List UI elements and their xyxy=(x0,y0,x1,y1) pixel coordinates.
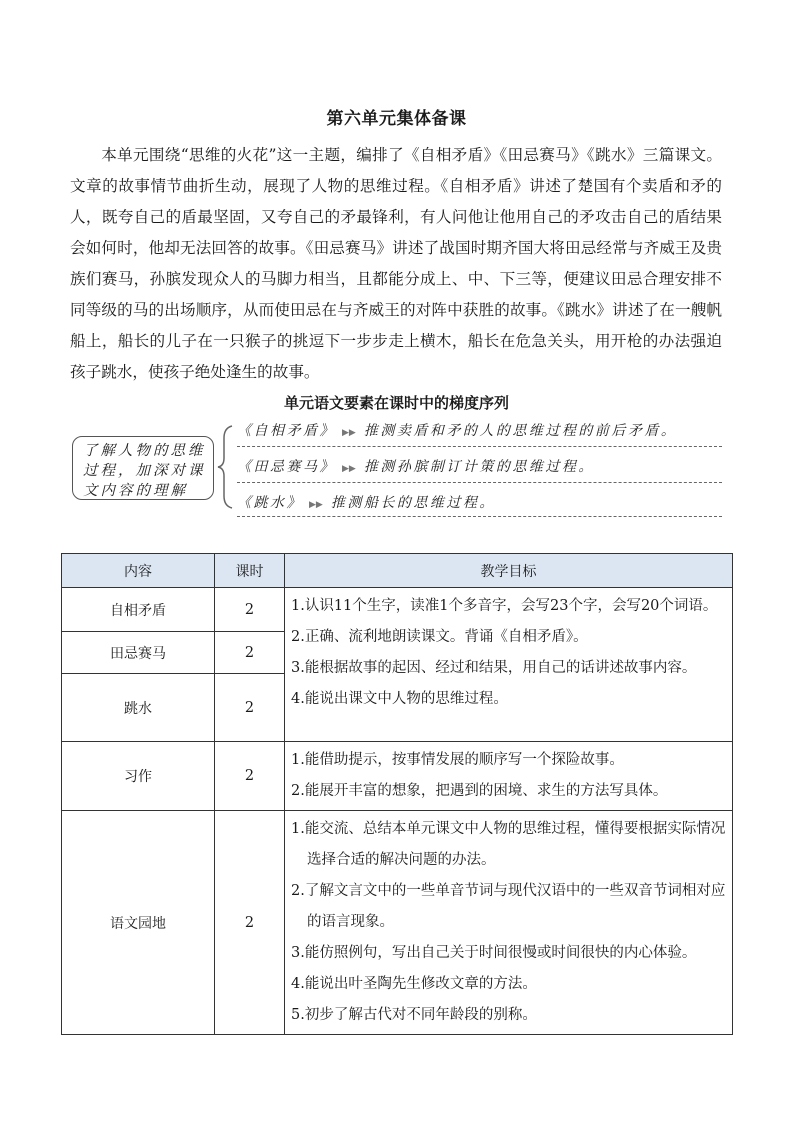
dashed-divider xyxy=(237,482,722,483)
goal-item: 4.能说出叶圣陶先生修改文章的方法。 xyxy=(291,976,537,992)
goal-item: 2.能展开丰富的想象，把遇到的困境、求生的方法写具体。 xyxy=(291,783,668,799)
sequence-lesson: 《自相矛盾》 xyxy=(237,423,336,439)
element-goal-box: 了解人物的思维过程，加深对课文内容的理解 xyxy=(72,436,214,500)
sequence-text: 推测卖盾和矛的人的思维过程的前后矛盾。 xyxy=(363,423,678,439)
table-row xyxy=(62,742,733,811)
table-header-row xyxy=(62,554,733,588)
writing-goals-cell xyxy=(285,742,733,811)
lesson-hours: 2 xyxy=(215,674,285,742)
lesson-name: 自相矛盾 xyxy=(62,588,215,632)
lesson-name: 跳水 xyxy=(62,674,215,742)
lesson-hours: 2 xyxy=(215,742,285,811)
sequence-lesson: 《田忌赛马》 xyxy=(237,459,336,475)
goal-item: 2.了解文言文中的一些单音节词与现代汉语中的一些双音节词相对应的语言现象。 xyxy=(291,883,726,930)
reading-goals-cell xyxy=(285,588,733,742)
header-goals: 教学目标 xyxy=(285,554,733,588)
goal-item: 1.能交流、总结本单元课文中人物的思维过程，懂得要根据实际情况选择合适的解决问题的办法。 xyxy=(291,821,726,868)
goal-item: 4.能说出课文中人物的思维过程。 xyxy=(291,691,508,707)
page-title: 第六单元集体备课 xyxy=(326,109,467,129)
goal-item: 2.正确、流利地朗读课文。背诵《自相矛盾》。 xyxy=(291,629,588,645)
goal-item: 3.能根据故事的起因、经过和结果，用自己的话讲述故事内容。 xyxy=(291,660,697,676)
table-row xyxy=(62,588,733,632)
dashed-divider xyxy=(237,516,722,517)
goal-list xyxy=(291,811,732,1034)
goal-item: 5.初步了解古代对不同年龄段的别称。 xyxy=(291,1007,537,1023)
lesson-name: 田忌赛马 xyxy=(62,632,215,674)
sequence-lesson: 《跳水》 xyxy=(237,495,303,511)
brace-icon xyxy=(216,424,236,510)
goal-list xyxy=(291,742,732,810)
sequence-text: 推测船长的思维过程。 xyxy=(330,495,496,511)
goal-item: 3.能仿照例句，写出自己关于时间很慢或时间很快的内心体验。 xyxy=(291,945,697,961)
table-row xyxy=(62,811,733,1035)
lesson-hours: 2 xyxy=(215,588,285,632)
lesson-hours: 2 xyxy=(215,632,285,674)
goal-item: 1.能借助提示，按事情发展的顺序写一个探险故事。 xyxy=(291,752,624,768)
sequence-text: 推测孙膑制订计策的思维过程。 xyxy=(363,459,595,475)
intro-paragraph: 本单元围绕“思维的火花”这一主题，编排了《自相矛盾》《田忌赛马》《跳水》三篇课文。文章的故事情节曲折生动，展现了人物的思维过程。《自相矛盾》讲述了楚国有个卖盾和矛的人，既夸自己的盾最坚固，又夸自己的矛最锋利，有人问他让他用自己的矛攻击自己的盾结果会如何时，他却无法回答的故事。《田忌赛马》讲述了战国时期齐国大将田忌经常与齐威王及贵族们赛马，孙膑发现众人的马脚力相当，且都能分成上、中、下三等，便建议田忌合理安排不同等级的马的出场顺序，从而使田忌在与齐威王的对阵中获胜的故事。《跳水》讲述了在一艘帆船上，船长的儿子在一只猴子的挑逗下一步步走上横木，船长在危急关头，用开枪的办法强迫孩子跳水，使孩子绝处逢生的故事。 xyxy=(70,146,722,381)
double-arrow-icon: ▶▶ xyxy=(342,428,356,438)
double-arrow-icon: ▶▶ xyxy=(309,500,323,510)
teaching-goals-table xyxy=(61,553,733,1035)
header-content: 内容 xyxy=(62,554,215,588)
lesson-name: 习作 xyxy=(62,742,215,811)
goal-list xyxy=(291,588,732,718)
goal-item: 1.认识11个生字，读准1个多音字，会写23个字，会写20个词语。 xyxy=(291,598,718,614)
garden-goals-cell xyxy=(285,811,733,1035)
dashed-divider xyxy=(237,446,722,447)
header-hours: 课时 xyxy=(215,554,285,588)
sequence-item xyxy=(237,456,595,476)
lesson-hours: 2 xyxy=(215,811,285,1035)
sequence-item xyxy=(237,492,496,512)
sequence-item xyxy=(237,420,677,440)
lesson-name: 语文园地 xyxy=(62,811,215,1035)
sequence-title: 单元语文要素在课时中的梯度序列 xyxy=(283,394,509,412)
double-arrow-icon: ▶▶ xyxy=(342,464,356,474)
